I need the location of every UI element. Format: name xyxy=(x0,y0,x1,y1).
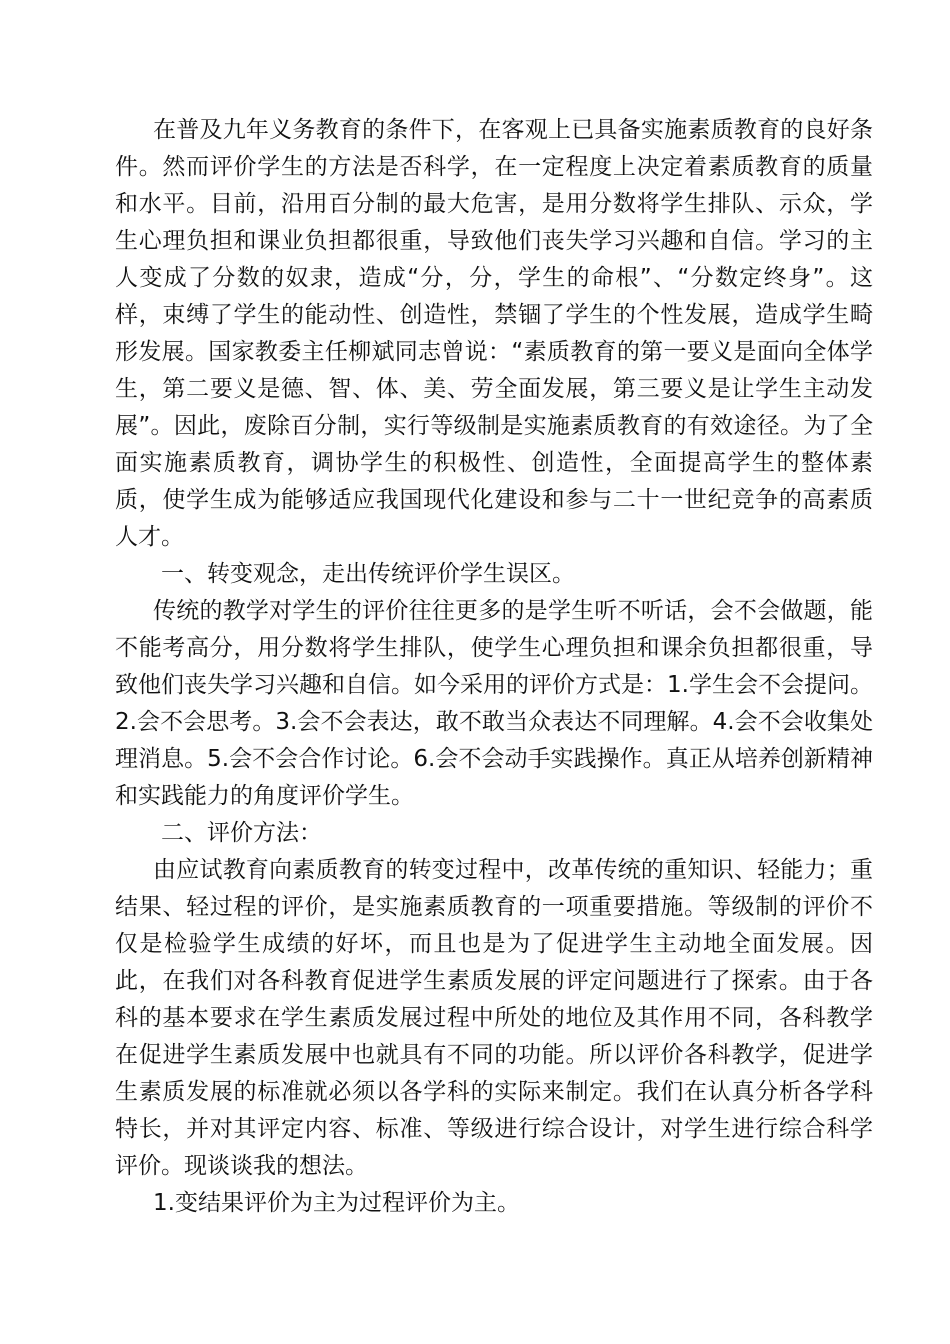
section-2-paragraph: 由应试教育向素质教育的转变过程中，改革传统的重知识、轻能力；重结果、轻过程的评价，是实施素质教育的一项重要措施。等级制的评价不仅是检验学生成绩的好坏，而且也是为了促进学生主动地全面发展。因此，在我们对各科教育促进学生素质发展的评定问题进行了探索。由于各科的基本要求在学生素质发展过程中所处的地位及其作用不同，各科教学在促进学生素质发展中也就具有不同的功能。所以评价各科教学，促进学生素质发展的标准就必须以各学科的实际来制定。我们在认真分析各学科特长，并对其评定内容、标准、等级进行综合设计，对学生进行综合科学评价。现谈谈我的想法。 xyxy=(115,857,873,1179)
document-body xyxy=(115,112,873,1222)
subsection-heading-1: 1.变结果评价为主为过程评价为主。 xyxy=(153,1190,520,1216)
section-heading-2: 二、评价方法： xyxy=(161,820,322,846)
section-1-paragraph: 传统的教学对学生的评价往往更多的是学生听不听话，会不会做题，能不能考高分，用分数将学生排队，使学生心理负担和课余负担都很重，导致他们丧失学习兴趣和自信。如今采用的评价方式是：1.学生会不会提问。2.会不会思考。3.会不会表达，敢不敢当众表达不同理解。4.会不会收集处理消息。5.会不会合作讨论。6.会不会动手实践操作。真正从培养创新精神和实践能力的角度评价学生。 xyxy=(115,598,873,809)
intro-paragraph: 在普及九年义务教育的条件下，在客观上已具备实施素质教育的良好条件。然而评价学生的方法是否科学，在一定程度上决定着素质教育的质量和水平。目前，沿用百分制的最大危害，是用分数将学生排队、示众，学生心理负担和课业负担都很重，导致他们丧失学习兴趣和自信。学习的主人变成了分数的奴隶，造成“分，分，学生的命根”、“分数定终身”。这样，束缚了学生的能动性、创造性，禁锢了学生的个性发展，造成学生畸形发展。国家教委主任柳斌同志曾说：“素质教育的第一要义是面向全体学生，第二要义是德、智、体、美、劳全面发展，第三要义是让学生主动发展”。因此，废除百分制，实行等级制是实施素质教育的有效途径。为了全面实施素质教育，调协学生的积极性、创造性，全面提高学生的整体素质，使学生成为能够适应我国现代化建设和参与二十一世纪竞争的高素质人才。 xyxy=(115,117,873,550)
section-heading-1: 一、转变观念，走出传统评价学生误区。 xyxy=(161,561,575,587)
